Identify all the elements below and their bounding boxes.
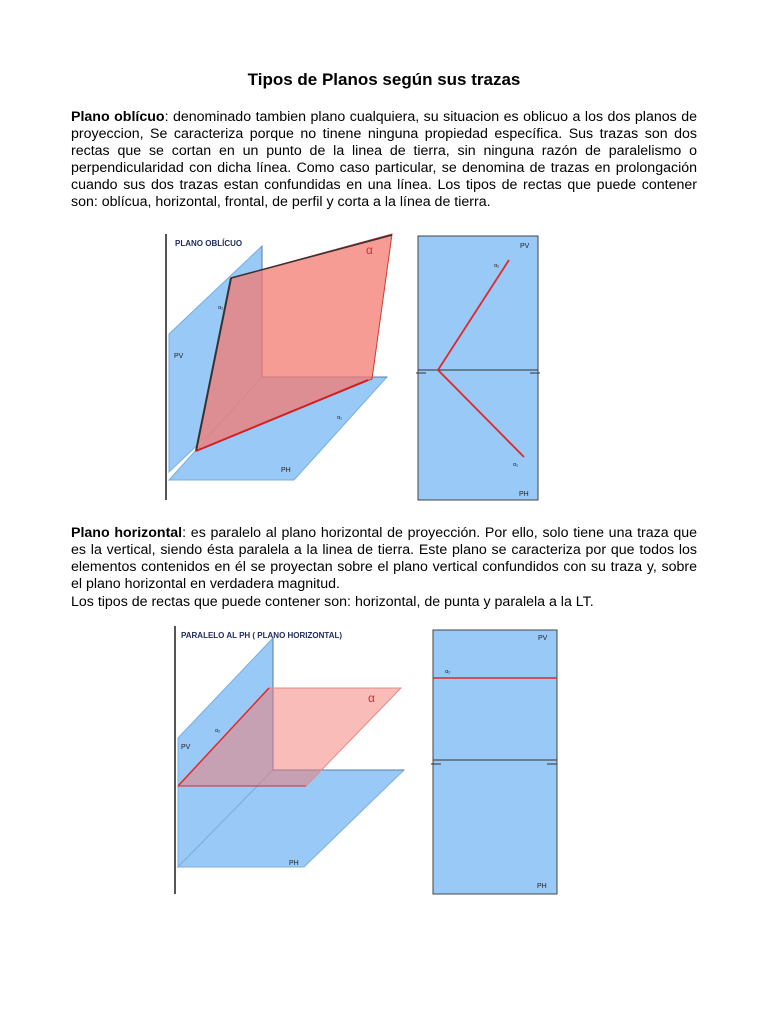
paragraph-plano-horizontal <box>71 525 697 593</box>
figure1-ph-label: PH <box>281 467 291 474</box>
figure2-pv-label: PV <box>181 744 191 751</box>
figure2-ph-label: PH <box>289 860 299 867</box>
page-title: Tipos de Planos según sus trazas <box>247 70 521 89</box>
figure1-alpha2-label: α₂ <box>218 305 224 311</box>
figure2-alpha2-label: α₂ <box>215 728 221 734</box>
figure1-alpha-label: α <box>366 243 373 257</box>
figure1-proj-ph-label: PH <box>519 491 529 498</box>
figure1-pv-label: PV <box>174 353 184 360</box>
figure1-proj-alpha2-label: α₂ <box>494 263 500 269</box>
figure-plano-oblicuo-diedrico <box>416 234 540 502</box>
figure2-title: PARALELO AL PH ( PLANO HORIZONTAL) <box>181 631 343 640</box>
figure2-proj-alpha2-label: α₂ <box>445 669 451 675</box>
paragraph-plano-oblicuo <box>71 109 697 211</box>
figure-plano-horizontal-3d <box>173 624 409 896</box>
figure1-proj-alpha1-label: α₁ <box>513 462 519 468</box>
figure1-proj-pv-label: PV <box>520 243 530 250</box>
figure-plano-oblicuo-3d <box>163 232 395 502</box>
term-plano-oblicuo: Plano oblícuo <box>71 109 165 125</box>
term-plano-horizontal: Plano horizontal <box>71 525 183 541</box>
figure1-alpha1-label: α₁ <box>337 415 343 421</box>
paragraph-tipos-rectas: Los tipos de rectas que puede contener son: horizontal, de punta y paralela a la LT. <box>71 594 594 610</box>
text-plano-horizontal: : es paralelo al plano horizontal de proyección. Por ello, solo tiene una traza que es la vertical, siendo ésta paralela a la linea de tierra. Este plano se caracteriza por que todos los elementos contenidos en él se proyectan sobre el plano vertical confundidos con su traza y, sobre el plano horizontal en verdadera magnitud. <box>71 525 697 592</box>
figure-plano-horizontal-diedrico <box>431 628 559 896</box>
figure2-proj-pv-label: PV <box>538 635 548 642</box>
text-plano-oblicuo: : denominado tambien plano cualquiera, su situacion es oblicuo a los dos planos de proyeccion, Se caracteriza porque no tinene ninguna propiedad específica. Sus trazas son dos rectas que se cortan en un punto de la linea de tierra, sin ninguna razón de paralelismo o perpendicularidad con dicha línea. Como caso particular, se denomina de trazas en prolongación cuando sus dos trazas estan confundidas en una línea. Los tipos de rectas que puede contener son: oblícua, horizontal, frontal, de perfil y corta a la línea de tierra. <box>71 109 697 210</box>
figure2-proj-ph-label: PH <box>537 883 547 890</box>
figure1-title: PLANO OBLÍCUO <box>175 239 243 248</box>
figure2-alpha-label: α <box>368 691 375 705</box>
